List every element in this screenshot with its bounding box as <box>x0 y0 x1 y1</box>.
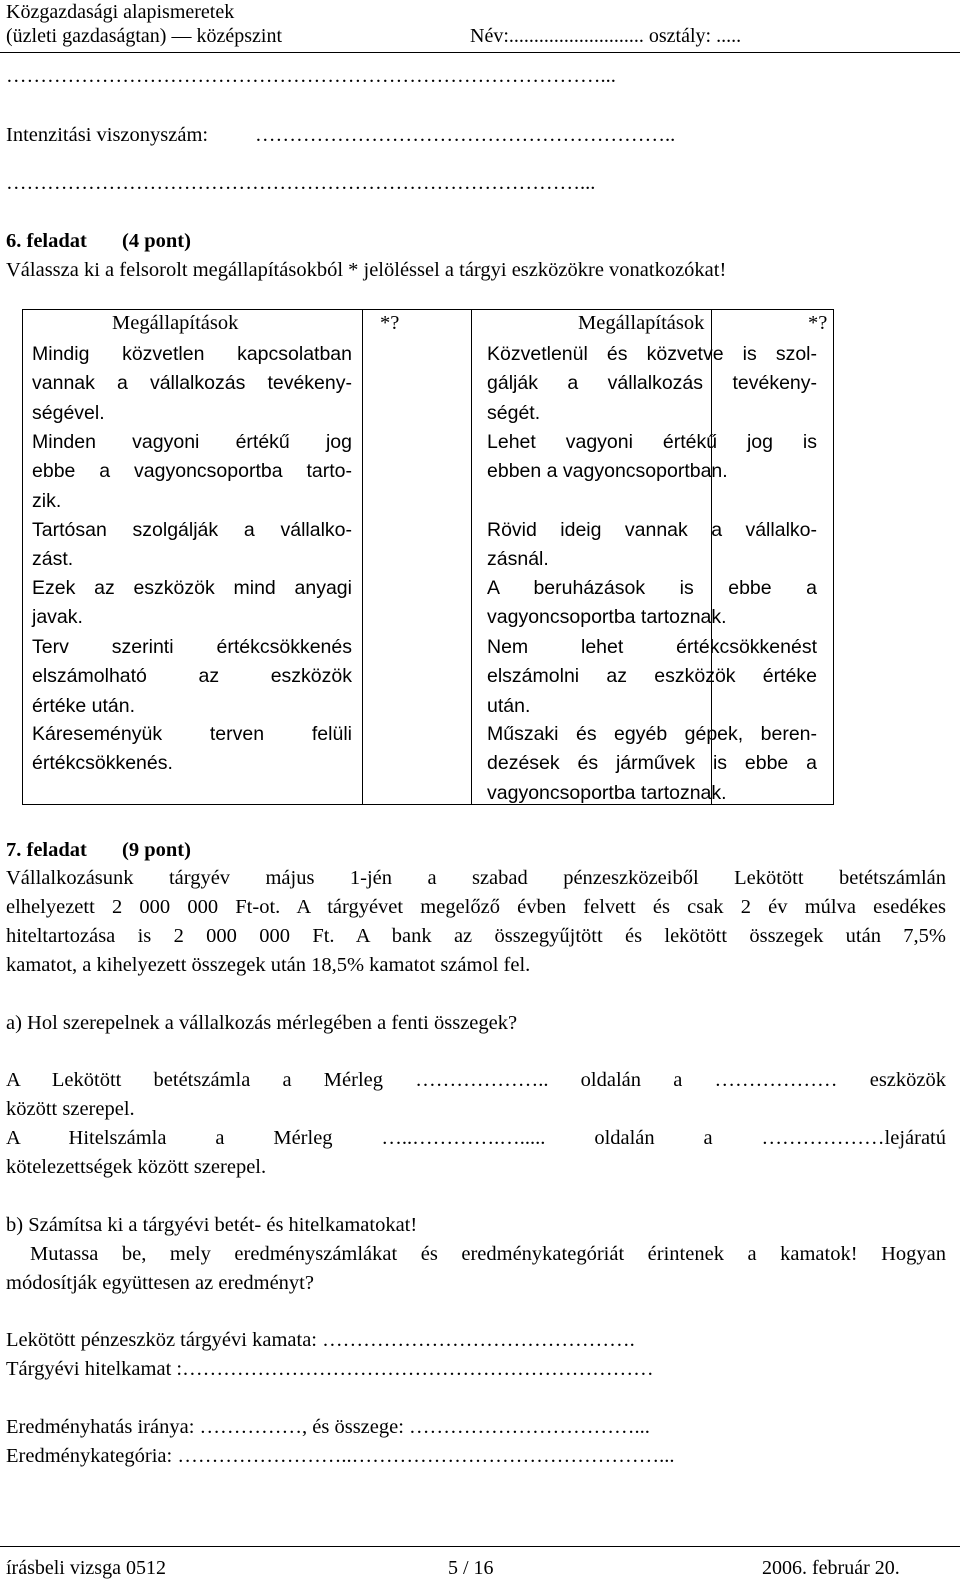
statement-line: értéke után. <box>32 694 135 717</box>
col-header-right: Megállapítások <box>578 312 705 334</box>
statement-left-3 <box>32 516 352 575</box>
task7-title: 7. feladat <box>6 839 87 861</box>
statement-line: vagyoncsoportba tartoznak. <box>487 781 727 804</box>
question-b-line-2: módosítják együttesen az eredményt? <box>6 1272 314 1294</box>
header-subject: Közgazdasági alapismeretek <box>6 1 235 23</box>
statement-line: Közvetlenül és közvetve is szol- <box>487 343 817 365</box>
statement-line: Minden vagyoni értékű jog <box>32 431 352 453</box>
task7-points: (9 pont) <box>122 839 191 861</box>
statement-left-4 <box>32 574 352 633</box>
statement-line: elszámolható az eszközök <box>32 665 352 688</box>
statement-line: ségével. <box>32 401 105 424</box>
footer-date: 2006. február 20. <box>762 1557 900 1579</box>
statement-line: vagyoncsoportba tartoznak. <box>487 606 727 629</box>
task7-para-line-2: elhelyezett 2 000 000 Ft-ot. A tárgyévet megelőző évben felvett és csak 2 év múlva esedékes <box>6 896 946 918</box>
statement-left-5 <box>32 633 352 721</box>
statement-line: után. <box>487 694 531 717</box>
task7-para-line-4: kamatot, a kihelyezett összegek után 18,5% kamatot számol fel. <box>6 954 531 976</box>
task7-para-line-3: hiteltartozása is 2 000 000 Ft. A bank az összegyűjtött és lekötött összegek után 7,5% <box>6 925 946 947</box>
answer-a-line-1[interactable]: A Lekötött betétszámla a Mérleg ……………….. oldalán a ……………… eszközök <box>6 1069 946 1091</box>
statement-line: dezések és járművek is ebbe a <box>487 752 817 775</box>
task6-instruction: Válassza ki a felsorolt megállapításokból * jelöléssel a tárgyi eszközökre vonatkozókat! <box>6 259 727 281</box>
answer-a-line-3[interactable]: A Hitelszámla a Mérleg …..………….…..... oldalán a ………………lejáratú <box>6 1127 946 1149</box>
statement-line: Nem lehet értékcsökkenést <box>487 636 817 658</box>
statement-right-3 <box>487 516 817 575</box>
question-a: a) Hol szerepelnek a vállalkozás mérlegében a fenti összegek? <box>6 1012 518 1034</box>
statement-line: Káreseményük terven felüli <box>32 723 352 745</box>
statement-line: értékcsökkenés. <box>32 752 173 775</box>
statement-right-6 <box>487 720 817 808</box>
col-mark-right: *? <box>808 312 828 334</box>
header-level: (üzleti gazdaságtan) — középszint <box>6 25 282 47</box>
statement-line: Tartósan szolgálják a vállalko- <box>32 519 352 541</box>
col-mark-left: *? <box>380 312 400 334</box>
statement-right-5 <box>487 633 817 721</box>
intensity-answer-dots[interactable]: …………………………………………………….. <box>255 124 676 146</box>
statement-right-2 <box>487 428 817 487</box>
statement-left-1 <box>32 340 352 428</box>
statement-line: zásnál. <box>487 548 549 571</box>
answer-dots-line-2[interactable]: …………………………………………………………………………... <box>6 172 596 194</box>
answer-a-line-4: kötelezettségek között szerepel. <box>6 1156 267 1178</box>
statement-left-2 <box>32 428 352 516</box>
statement-line: Lehet vagyoni értékű jog is <box>487 431 817 453</box>
deposit-interest-answer[interactable]: Lekötött pénzeszköz tárgyévi kamata: ………………………………………. <box>6 1329 635 1351</box>
task6-title: 6. feladat <box>6 230 87 252</box>
statement-line: ebbe a vagyoncsoportba tarto- <box>32 460 352 483</box>
result-direction-answer[interactable]: Eredményhatás iránya: ……………, és összege: ……………………………... <box>6 1416 650 1438</box>
answer-dots-line-1[interactable]: ……………………………………………………………………………... <box>6 65 616 87</box>
loan-interest-answer[interactable]: Tárgyévi hitelkamat :…………………………………………………………… <box>6 1358 654 1380</box>
answer-a-line-2: között szerepel. <box>6 1098 135 1120</box>
statement-line: Mindig közvetlen kapcsolatban <box>32 343 352 365</box>
statement-right-4 <box>487 574 817 633</box>
task7-para-line-1: Vállalkozásunk tárgyév május 1-jén a szabad pénzeszközeiből Lekötött betétszámlán <box>6 867 946 889</box>
statement-line: Műszaki és egyéb gépek, beren- <box>487 723 817 745</box>
statement-right-1 <box>487 340 817 428</box>
statement-line: ebben a vagyoncsoportban. <box>487 460 728 483</box>
statement-line: zást. <box>32 548 74 571</box>
statement-line: Rövid ideig vannak a vállalko- <box>487 519 817 541</box>
header-name-field[interactable]: Név:........................... osztály: ..... <box>470 25 742 47</box>
statement-line: Terv szerinti értékcsökkenés <box>32 636 352 658</box>
statement-line: gálják a vállalkozás tevékeny- <box>487 372 817 395</box>
statement-left-6 <box>32 720 352 779</box>
footer-exam-code: írásbeli vizsga 0512 <box>6 1557 166 1579</box>
result-category-answer[interactable]: Eredménykategória: ……………………..………………………………………... <box>6 1445 675 1467</box>
statement-line: vannak a vállalkozás tevékeny- <box>32 372 352 395</box>
question-b: b) Számítsa ki a tárgyévi betét- és hitelkamatokat! <box>6 1214 418 1236</box>
statement-line: zik. <box>32 489 62 512</box>
task6-points: (4 pont) <box>122 230 191 252</box>
statement-line: ségét. <box>487 401 541 424</box>
col-header-left: Megállapítások <box>112 312 239 334</box>
footer-page-number: 5 / 16 <box>448 1557 494 1579</box>
statement-line: elszámolni az eszközök értéke <box>487 665 817 688</box>
question-b-line-1: Mutassa be, mely eredményszámlákat és eredménykategóriát érintenek a kamatok! Hogyan <box>30 1243 946 1265</box>
statement-line: Ezek az eszközök mind anyagi <box>32 577 352 599</box>
intensity-label: Intenzitási viszonyszám: <box>6 124 209 146</box>
header-rule <box>0 52 960 53</box>
footer-rule <box>0 1546 960 1547</box>
statement-line: A beruházások is ebbe a <box>487 577 817 599</box>
statement-line: javak. <box>32 606 83 629</box>
mark-column-left[interactable] <box>363 340 471 805</box>
